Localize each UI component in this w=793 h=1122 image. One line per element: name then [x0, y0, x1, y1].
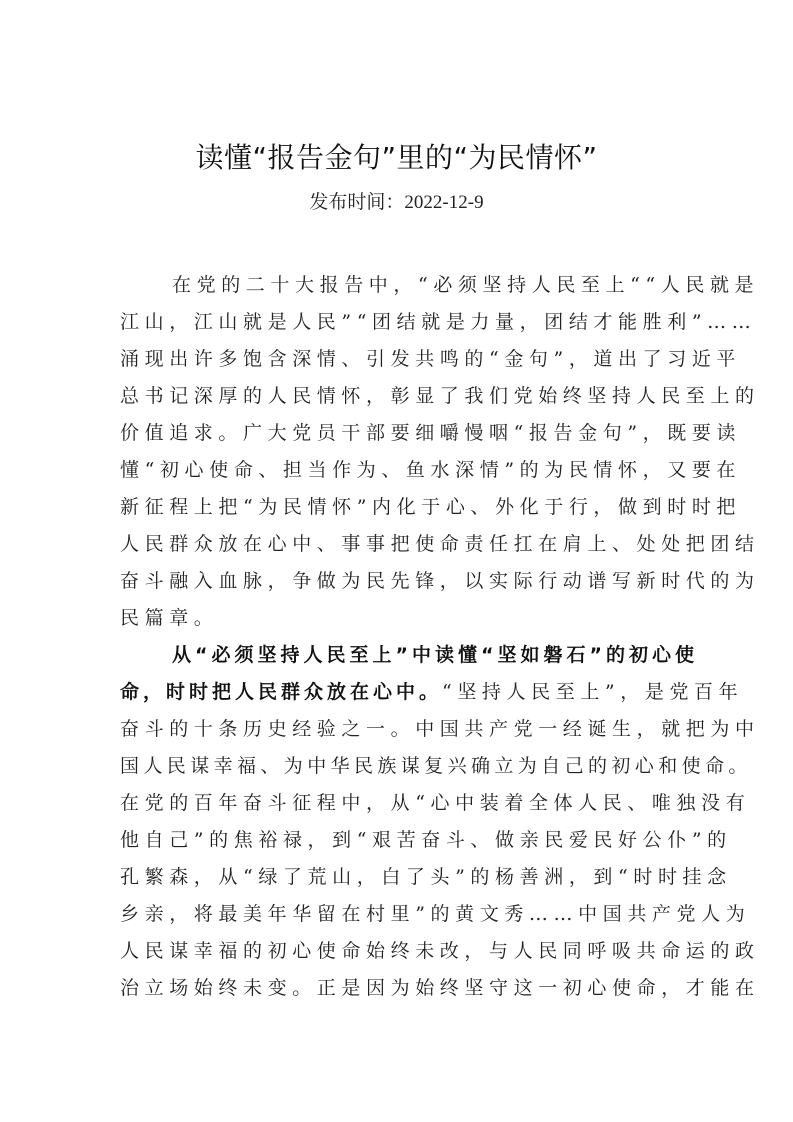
text-line: 懂“初心使命、担当作为、鱼水深情”的为民情怀，又要在	[120, 459, 742, 481]
text-line: 民篇章。	[120, 607, 219, 629]
document-title: 读懂“报告金句”里的“为民情怀”	[195, 141, 598, 174]
text-line: 涌现出许多饱含深情、引发共鸣的“金句”，道出了习近平	[120, 348, 742, 370]
text-line: 新征程上把“为民情怀”内化于心、外化于行，做到时时把	[120, 496, 742, 518]
article-body	[120, 267, 760, 1007]
section-heading: 从“必须坚持人民至上”中读懂“坚如磐石”的初心使	[172, 644, 698, 666]
text-line: 治立场始终未变。正是因为始终坚守这一初心使命，才能在	[120, 977, 760, 999]
section-heading-continued: 命，时时把人民群众放在心中。	[120, 681, 443, 703]
text-line	[120, 674, 744, 711]
text-line: 他自己”的焦裕禄，到“艰苦奋斗、做亲民爱民好公仆”的	[120, 829, 732, 851]
text-line: 奋斗融入血脉，争做为民先锋，以实际行动谱写新时代的为	[120, 570, 760, 592]
text-line: 人民谋幸福的初心使命始终未改，与人民同呼吸共命运的政	[120, 940, 760, 962]
publish-date: 发布时间：2022-12-9	[309, 192, 484, 213]
text-line: 总书记深厚的人民情怀，彰显了我们党始终坚持人民至上的	[120, 385, 760, 407]
text-line: 在党的百年奋斗征程中，从“心中装着全体人民、唯独没有	[120, 792, 751, 814]
text-line: 奋斗的十条历史经验之一。中国共产党一经诞生，就把为中	[120, 718, 760, 740]
text-line: 人民群众放在心中、事事把使命责任扛在肩上、处处把团结	[120, 533, 760, 555]
text-line: 国人民谋幸福、为中华民族谋复兴确立为自己的初心和使命。	[120, 755, 752, 777]
text-line: 孔繁森，从“绿了荒山，白了头”的杨善洲，到“时时挂念	[120, 866, 732, 888]
text-line: 在党的二十大报告中，“必须坚持人民至上““人民就是	[172, 274, 760, 296]
text-line: 乡亲，将最美年华留在村里”的黄文秀……中国共产党人为	[120, 903, 751, 925]
text-span: “坚持人民至上”，是党百年	[442, 681, 744, 703]
text-line: 价值追求。广大党员干部要细嚼慢咽“报告金句”，既要读	[120, 422, 742, 444]
paragraph-section-1	[120, 637, 760, 1007]
paragraph-intro	[120, 267, 760, 637]
text-line: 江山，江山就是人民”“团结就是力量，团结才能胜利”……	[120, 311, 757, 333]
